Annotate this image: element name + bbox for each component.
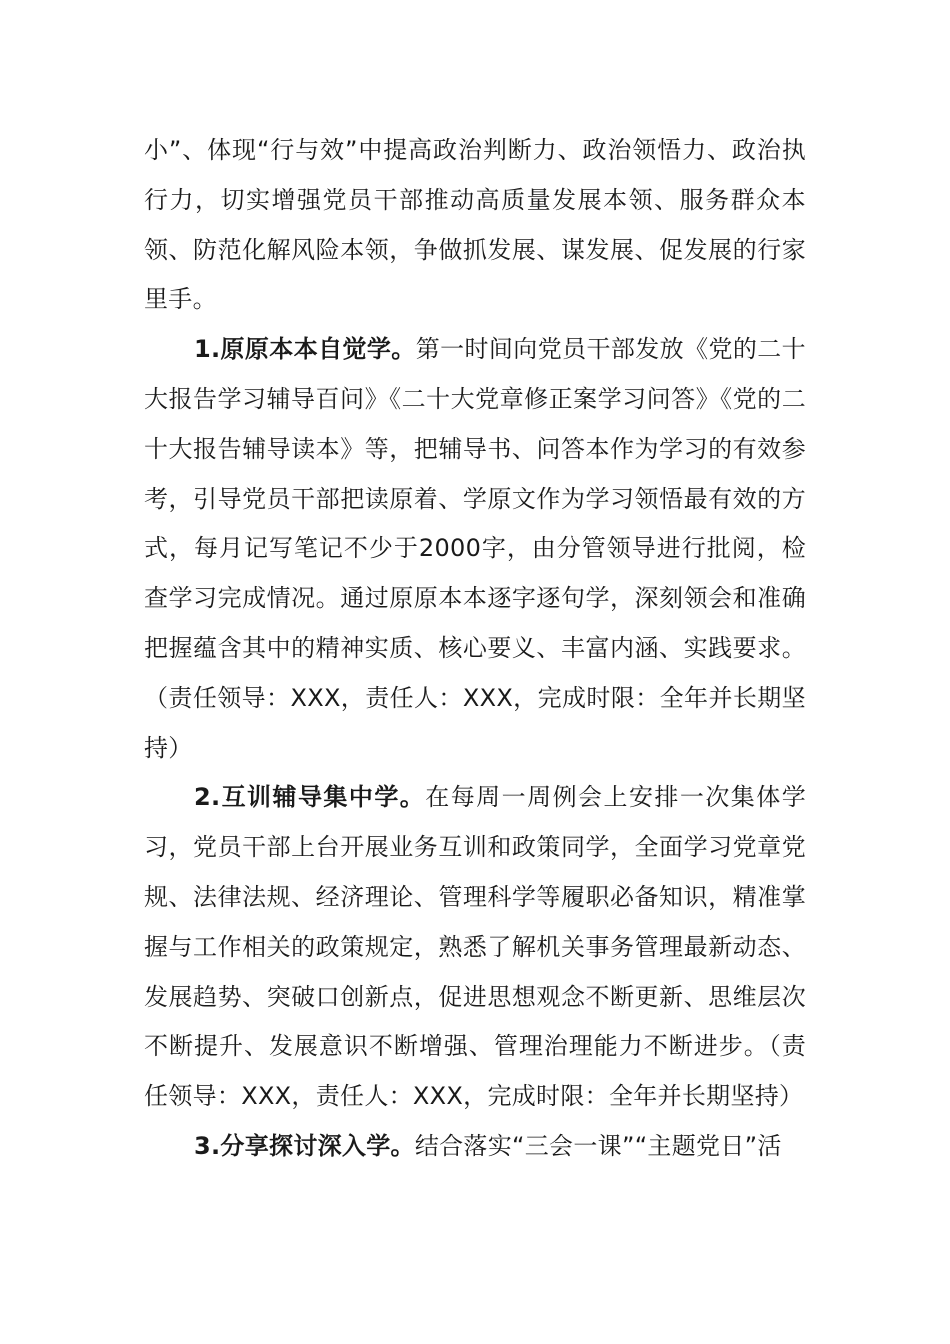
- paragraph-continuation: [144, 126, 806, 325]
- paragraph-heading: 1.原原本本自觉学。: [194, 335, 416, 364]
- paragraph-text: 结合落实“三会一课”“主题党日”活: [414, 1131, 782, 1160]
- paragraph-item-1: [144, 325, 806, 773]
- paragraph-heading: 2.互训辅导集中学。: [194, 783, 426, 812]
- paragraph-text: 第一时间向党员干部发放《党的二十大报告学习辅导百问》《二十大党章修正案学习问答》《党的二十大报告辅导读本》等，把辅导书、问答本作为学习的有效参考，引导党员干部把读原着、学原文作为学习领悟最有效的方式，每月记写笔记不少于2000字，由分管领导进行批阅，检查学习完成情况。通过原原本本逐字逐句学，深刻领会和准确把握蕴含其中的精神实质、核心要义、丰富内涵、实践要求。（责任领导：XXX，责任人：XXX，完成时限：全年并长期坚持）: [144, 335, 806, 762]
- document-page: [144, 126, 806, 1172]
- paragraph-heading: 3.分享探讨深入学。: [194, 1131, 415, 1160]
- paragraph-item-2: [144, 773, 806, 1122]
- paragraph-text: 在每周一周例会上安排一次集体学习，党员干部上台开展业务互训和政策同学，全面学习党章党规、法律法规、经济理论、管理科学等履职必备知识，精准掌握与工作相关的政策规定，熟悉了解机关事务管理最新动态、发展趋势、突破口创新点，促进思想观念不断更新、思维层次不断提升、发展意识不断增强、管理治理能力不断进步。（责任领导：XXX，责任人：XXX，完成时限：全年并长期坚持）: [144, 783, 806, 1111]
- paragraph-item-3: [144, 1122, 806, 1172]
- paragraph-text: 小”、体现“行与效”中提高政治判断力、政治领悟力、政治执行力，切实增强党员干部推动高质量发展本领、服务群众本领、防范化解风险本领，争做抓发展、谋发展、促发展的行家里手。: [144, 136, 806, 314]
